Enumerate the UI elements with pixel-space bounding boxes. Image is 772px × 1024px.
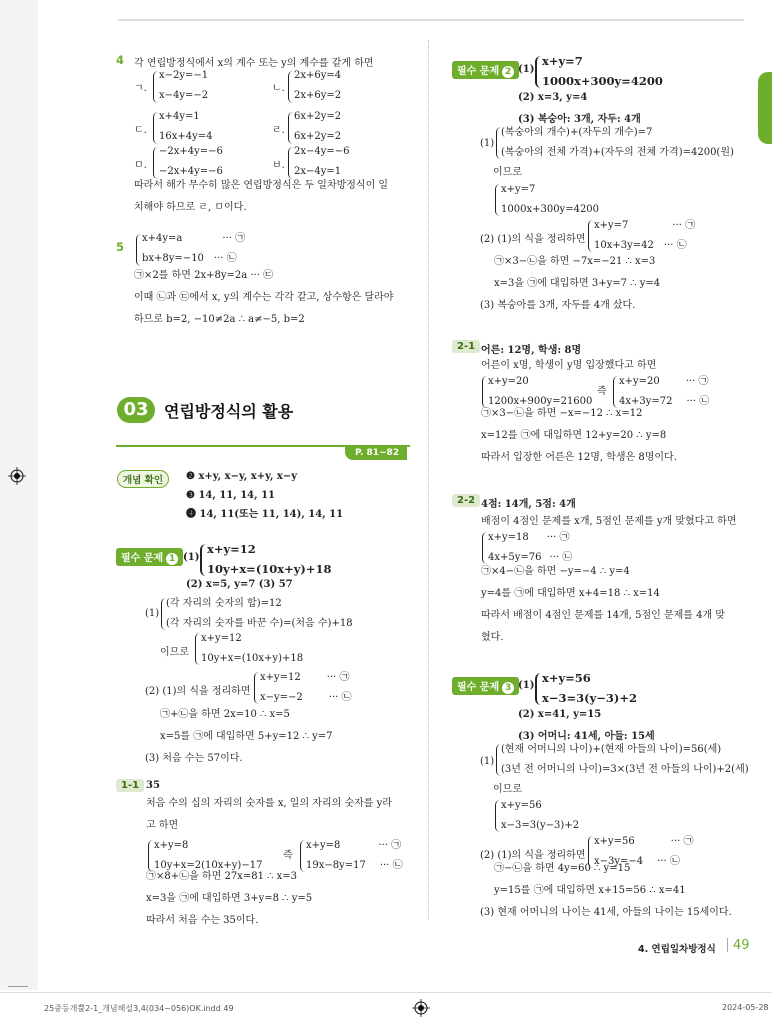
text-line: (각 자리의 숫자의 합)=12 [166,598,282,609]
equation: 10y+x=2(10x+y)−17 [154,860,263,871]
text-line: (현재 어머니의 나이)+(현재 아들의 나이)=56(세) [501,744,722,755]
equation-tag: ··· ㉡ [213,253,237,264]
problem-2-2-label: 2-2 [452,494,480,507]
brace [288,71,293,103]
brace [288,112,293,144]
equation: x+y=20 [619,376,660,387]
registration-mark-icon [412,999,430,1017]
equation-tag: ··· ㉠ [685,376,709,387]
brace [495,184,500,216]
q3-answer-system [542,668,637,708]
footer-chapter: 4. 연립일차방정식 [638,944,716,955]
concept-check-label: 개념 확인 [117,470,169,488]
q1-part-1: (1) [183,552,200,563]
slug-filename: 25중등개뿔2-1_개념해설3,4(034~056)OK.indd 49 [44,1004,234,1013]
text-line: 따라서 해가 무수히 많은 연립방정식은 두 일차방정식이 일 [134,180,389,191]
q3-part-1: (1) [518,680,535,691]
problem-1-1-answer: 35 [146,780,160,791]
section-title: 연립방정식의 활용 [164,402,294,421]
q2-work [480,251,660,317]
answer-line: (2) x=41, y=15 [518,709,602,720]
equation-tag: ··· ㉡ [328,692,352,703]
text-line: x=3을 ㉠에 대입하면 3+y=7 ∴ y=4 [494,278,661,289]
text-line: ㉠×8+㉡을 하면 27x=81 ∴ x=3 [146,871,298,882]
q3-work [480,858,732,924]
equation: 6x+2y=2 [294,111,342,122]
text-line: 치해야 하므로 ㄹ, ㅁ이다. [134,202,247,213]
q2-word-system [501,123,734,163]
p4-system-g [159,66,208,106]
equation: x−3y=−4 [594,856,644,867]
equation: 10y+x=(10x+y)+18 [201,653,304,664]
equation: x+y=7 [594,220,629,231]
brace [153,71,158,103]
q1-imeuro: 이므로 [160,647,189,658]
q11-work [146,866,312,932]
q3-system [501,796,579,836]
problem-4-number: 4 [116,53,125,67]
q21-setup: 어른이 x명, 학생이 y명 입장했다고 하면 [481,360,657,371]
equation: 19x−8y=17 [306,860,366,871]
top-rule [118,19,744,21]
equation: 2x−4y=−6 [294,146,350,157]
equation: 2x−4y=1 [294,166,342,177]
text-line: (복숭아의 개수)+(자두의 개수)=7 [501,127,653,138]
q11-simplified [306,836,403,876]
label-number: 1 [166,553,178,565]
equation-tag: ··· ㉠ [378,840,402,851]
p4-system-r [294,107,341,147]
text-line: 혔다. [481,632,504,643]
q11-jeuk: 즉 [283,850,293,861]
q2-step2-head: (2) (1)의 식을 정리하면 [480,234,586,245]
brace [136,234,141,266]
equation: 10x+3y=42 [594,240,654,251]
equation-tag: ··· ㉠ [222,233,246,244]
q1-answer-system [207,539,332,579]
equation: x+y=12 [201,633,242,644]
label-number: 3 [502,682,514,694]
q1-answers-2-3: (2) x=5, y=7 (3) 57 [186,579,293,590]
brace [482,532,487,564]
equation: x+y=18 [488,532,529,543]
p4-label-n: ㄴ. [272,83,285,94]
equation: 1000x+300y=4200 [501,204,600,215]
column-divider [428,40,429,920]
text-line: (각 자리의 숫자를 바꾼 수)=(처음 수)+18 [166,618,353,629]
q3-sol-mark: (1) [480,756,495,767]
equation: x+y=56 [542,671,591,685]
page-reference: P. 81~82 [345,446,407,460]
answer-line: (3) 어머니: 41세, 아들: 15세 [518,731,655,742]
text-line: 하므로 b=2, −10≠2a ∴ a≠−5, b=2 [134,314,305,325]
text-line: (복숭아의 전체 가격)+(자두의 전체 가격)=4200(원) [501,147,734,158]
equation: x+y=56 [501,800,542,811]
p4-conclusion [134,175,388,219]
label-text: 필수 문제 [457,66,500,77]
equation-tag: ··· ㉡ [379,860,403,871]
q21-jeuk: 즉 [597,386,607,397]
text-line: ㉠+㉡을 하면 2x=10 ∴ x=5 [160,709,290,720]
equation: 4x+5y=76 [488,552,542,563]
brace [495,800,500,832]
text-line: (3) 처음 수는 57이다. [145,753,243,764]
q11-setup [146,793,392,837]
side-tab [758,72,772,144]
section-badge: 03 [117,397,155,423]
answer-line: (2) x=3, y=4 [518,92,588,103]
text-line: (3년 전 어머니의 나이)=3×(3년 전 아들의 나이)+2(세) [501,764,749,775]
equation: 1000x+300y=4200 [542,74,663,88]
equation: x+4y=1 [159,111,200,122]
brace [588,220,593,252]
text-line: ㉠−㉡을 하면 4y=60 ∴ y=15 [494,863,631,874]
equation: x+4y=a [142,233,183,244]
crop-mark [8,986,28,987]
brace [195,633,200,665]
page-edge-shade [0,0,38,990]
equation: x−2y=−1 [159,70,209,81]
answer-line: (3) 복숭아: 3개, 자두: 4개 [518,114,641,125]
required-problem-3-label [452,677,519,695]
p4-label-g: ㄱ. [134,83,147,94]
text-line: 따라서 입장한 어른은 12명, 학생은 8명이다. [481,452,677,463]
q1-simplified [260,668,352,708]
slug-rule [0,992,772,993]
label-text: 필수 문제 [457,682,500,693]
text-line: y=4를 ㉠에 대입하면 x+4=18 ∴ x=14 [481,588,660,599]
equation: x−y=−2 [260,692,303,703]
text-line: x=12를 ㉠에 대입하면 12+y=20 ∴ y=8 [481,430,667,441]
p4-label-d: ㄷ. [134,125,147,136]
equation-tag: ··· ㉠ [672,220,696,231]
text-line: ㉠×3−㉡을 하면 −7x=−21 ∴ x=3 [494,256,656,267]
p4-label-r: ㄹ. [272,125,285,136]
text-line: 고 하면 [146,820,179,831]
footer-divider [727,938,728,952]
brace [535,56,541,88]
q2-simplified [594,216,695,256]
problem-4-intro: 각 연립방정식에서 x의 계수 또는 y의 계수를 같게 하면 [134,58,374,69]
q22-work [481,561,725,649]
q1-sol-mark: (1) [145,608,160,619]
equation: x+y=56 [594,836,635,847]
equation: x−3=3(y−3)+2 [542,691,637,705]
equation: −2x+4y=−6 [159,146,223,157]
problem-2-1-answer: 어른: 12명, 학생: 8명 [481,345,582,356]
q2-system [501,180,599,220]
p5-system [142,229,245,269]
text-line: ㉠×2를 하면 2x+8y=2a ··· ㉢ [134,270,274,281]
text-line: 처음 수의 십의 자리의 숫자를 x, 일의 자리의 숫자를 y라 [146,798,392,809]
q1-step2-head: (2) (1)의 식을 정리하면 [145,686,251,697]
equation: x−3=3(y−3)+2 [501,820,580,831]
q1-word-system [166,594,353,634]
equation: 10y+x=(10x+y)+18 [207,562,332,576]
text-line: (3) 현재 어머니의 나이는 41세, 아들의 나이는 15세이다. [480,907,732,918]
problem-1-1-label: 1-1 [116,779,144,792]
equation: x+y=20 [488,376,529,387]
problem-5-number: 5 [116,240,125,254]
q22-setup: 배점이 4점인 문제를 x개, 5점인 문제를 y개 맞혔다고 하면 [481,516,737,527]
q21-work [481,403,677,469]
equation: x−4y=−2 [159,90,209,101]
text-line: 따라서 처음 수는 35이다. [146,915,259,926]
slug-date: 2024-05-28 [722,1003,769,1012]
p4-label-m: ㅁ. [134,160,147,171]
answer-line: ❸ 14, 11, 14, 11 [186,490,275,501]
text-line: x=3을 ㉠에 대입하면 3+y=8 ∴ y=5 [146,893,313,904]
equation: −2x+4y=−6 [159,166,223,177]
answer-line: ❷ x+y, x−y, x+y, x−y [186,471,298,482]
text-line: 따라서 배점이 4점인 문제를 14개, 5점인 문제를 4개 맞 [481,610,725,621]
text-line: x=5를 ㉠에 대입하면 5+y=12 ∴ y=7 [160,731,333,742]
equation: 2x+6y=4 [294,70,342,81]
q3-word-system [501,740,749,780]
equation: x+y=12 [260,672,301,683]
equation: 2x+6y=2 [294,90,342,101]
q2-answer-system [542,51,663,91]
equation-tag: ··· ㉡ [549,552,573,563]
text-line: y=15를 ㉠에 대입하면 x+15=56 ∴ x=41 [494,885,686,896]
answer-line: ❹ 14, 11(또는 11, 14), 14, 11 [186,509,344,520]
equation-tag: ··· ㉡ [686,396,710,407]
equation-tag: ··· ㉠ [670,836,694,847]
equation-tag: ··· ㉡ [657,856,680,867]
equation: 1200x+900y=21600 [488,396,593,407]
equation: x+y=8 [154,840,189,851]
equation: 6x+2y=2 [294,131,342,142]
equation: x+y=7 [542,54,583,68]
page-number: 49 [733,938,750,953]
problem-2-1-label: 2-1 [452,340,480,353]
equation: 16x+4y=4 [159,131,213,142]
equation: bx+8y=−10 [142,253,204,264]
q1-system [201,629,303,669]
registration-mark-icon [8,467,26,485]
required-problem-2-label [452,61,519,79]
equation-tag: ··· ㉠ [546,532,570,543]
q2-sol-mark: (1) [480,138,495,149]
text-line: (3) 복숭아를 3개, 자두를 4개 샀다. [480,300,636,311]
equation: x+y=12 [207,542,256,556]
q3-imeuro: 이므로 [493,784,522,795]
brace [153,112,158,144]
p4-label-b: ㅂ. [272,160,285,171]
equation: x+y=8 [306,840,341,851]
equation: 4x+3y=72 [619,396,673,407]
equation: x+y=7 [501,184,536,195]
equation-tag: ··· ㉠ [326,672,350,683]
problem-2-2-answer: 4점: 14개, 5점: 4개 [481,499,576,510]
label-number: 2 [502,66,514,78]
concept-answers [186,467,343,524]
equation-tag: ··· ㉡ [663,240,687,251]
required-problem-1-label [116,548,183,566]
label-text: 필수 문제 [121,553,164,564]
text-line: ㉠×3−㉡을 하면 −x=−12 ∴ x=12 [481,408,643,419]
p5-solution [134,265,393,331]
q3-step2-head: (2) (1)의 식을 정리하면 [480,850,586,861]
p4-system-d [159,107,213,147]
q1-work [145,704,332,770]
brace [535,673,541,705]
p4-system-n [294,66,341,106]
q2-part-1: (1) [518,64,535,75]
text-line: 이때 ㉡과 ㉢에서 x, y의 계수는 각각 같고, 상수항은 달라야 [134,292,394,303]
text-line: ㉠×4−㉡을 하면 −y=−4 ∴ y=4 [481,566,630,577]
brace [200,544,206,576]
q2-imeuro: 이므로 [493,167,522,178]
brace [254,672,259,704]
